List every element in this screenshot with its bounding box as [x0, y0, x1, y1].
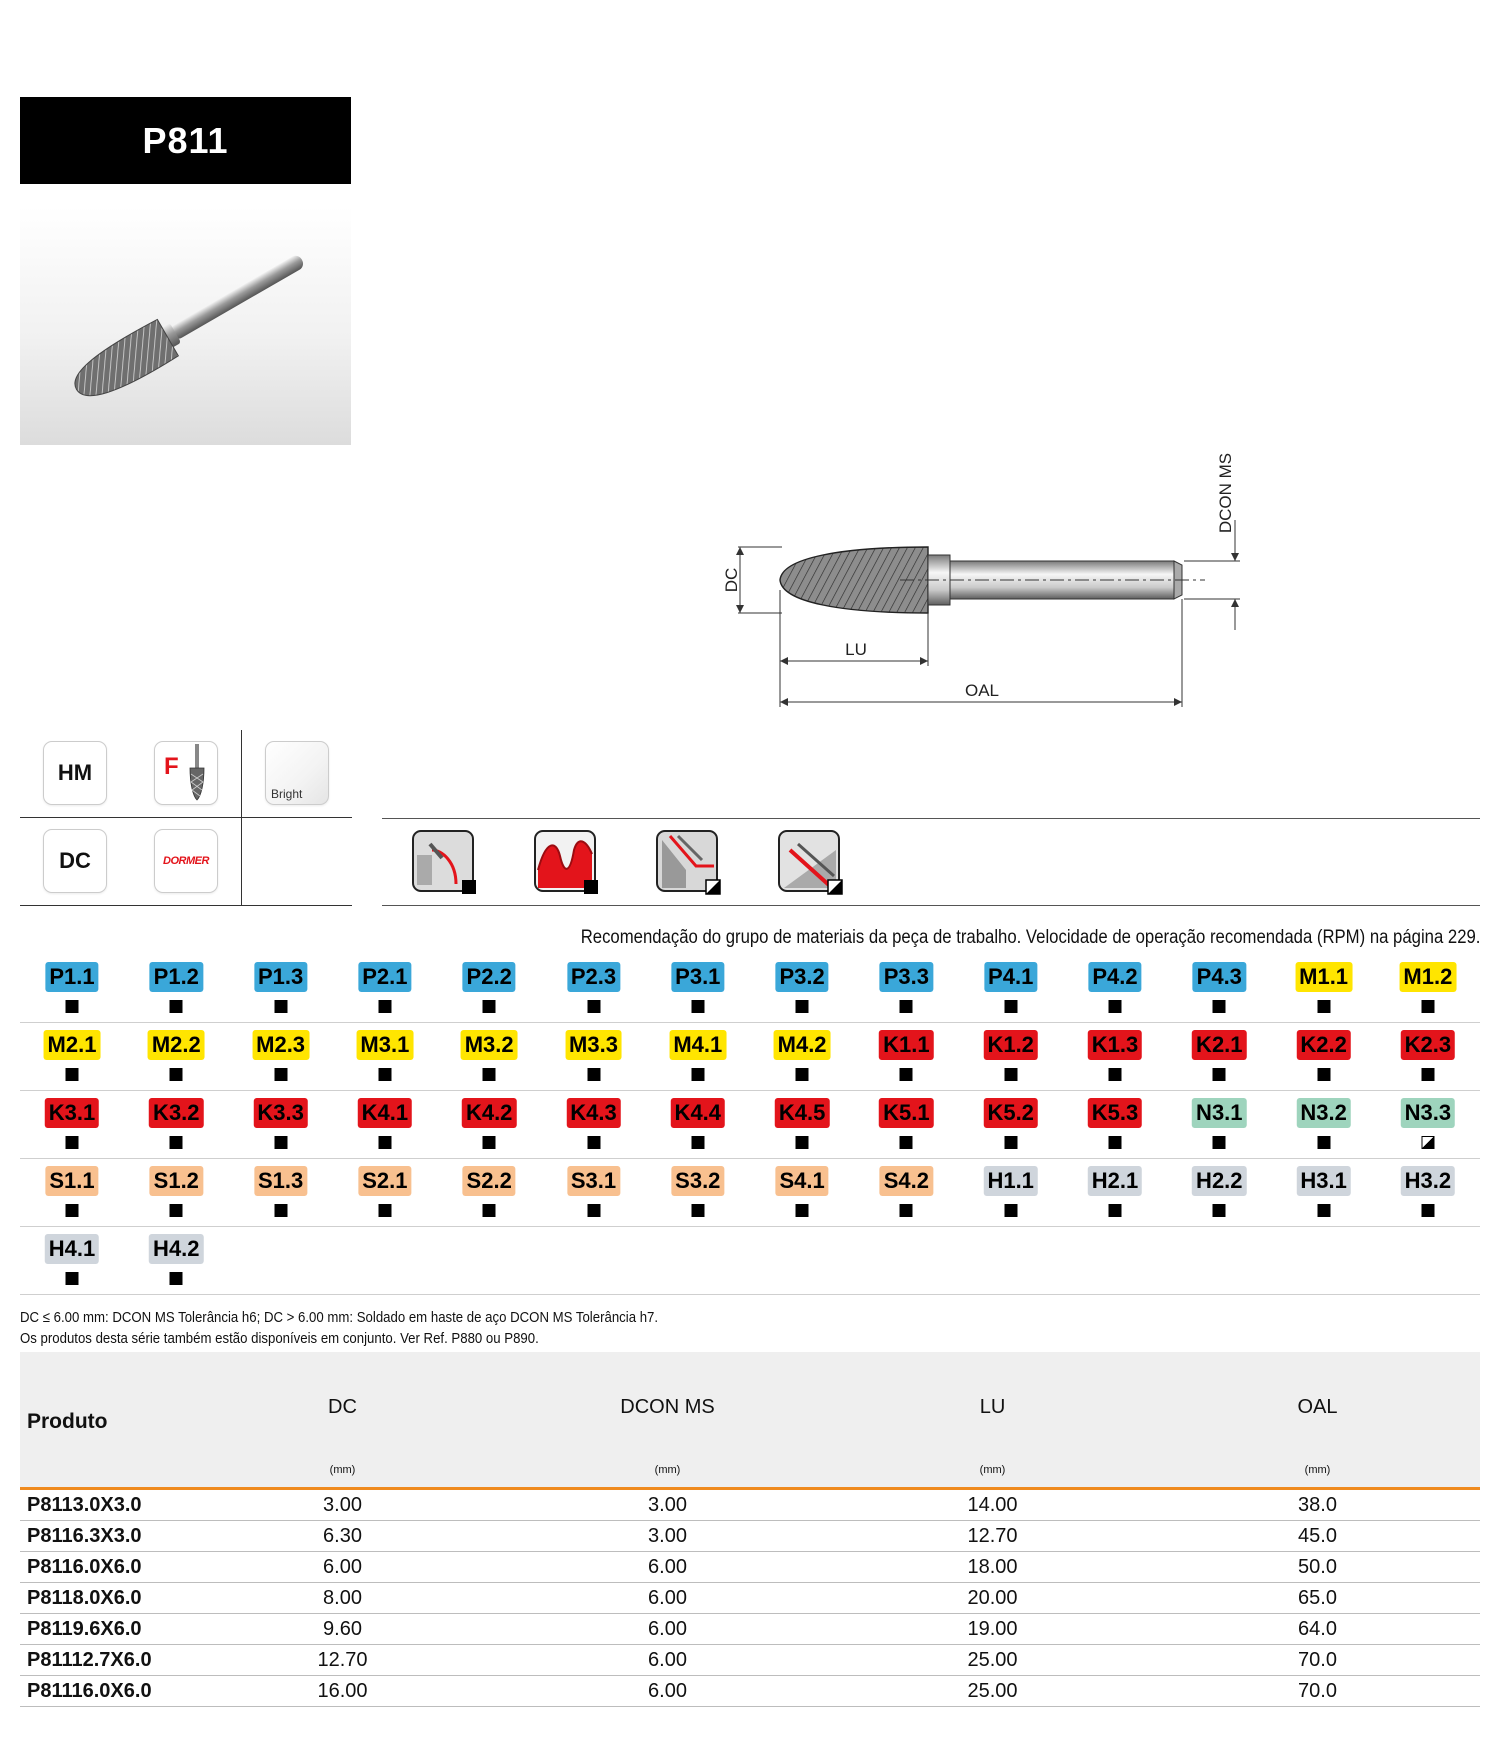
- material-code: P1.3: [254, 962, 307, 992]
- brand-logo: [154, 829, 218, 893]
- material-code: M3.1: [356, 1030, 413, 1060]
- material-code: M3.2: [461, 1030, 518, 1060]
- product-code: P8118.0X6.0: [20, 1583, 180, 1614]
- material-code: S4.2: [880, 1166, 933, 1196]
- material-code: N3.3: [1401, 1098, 1455, 1128]
- dc-value: 16.00: [180, 1676, 505, 1707]
- material-cell: [20, 1023, 124, 1090]
- properties-grid: [20, 730, 352, 906]
- material-cell: [1272, 955, 1376, 1022]
- primary-suitability-mark: [691, 1136, 704, 1149]
- primary-suitability-mark: [483, 1204, 496, 1217]
- material-code: K4.5: [775, 1098, 829, 1128]
- material-cell: [959, 1159, 1063, 1226]
- grid-divider: [20, 817, 352, 818]
- material-cell: [750, 1091, 854, 1158]
- primary-suitability-mark: [796, 1068, 809, 1081]
- primary-suitability-mark: [170, 1000, 183, 1013]
- material-code: M1.1: [1295, 962, 1352, 992]
- primary-suitability-mark: [587, 1204, 600, 1217]
- material-cell: [1376, 955, 1480, 1022]
- material-cell: [1167, 955, 1271, 1022]
- lu-value: 18.00: [830, 1552, 1155, 1583]
- material-code: H4.2: [149, 1234, 203, 1264]
- dc-label: DC: [722, 567, 741, 593]
- dc-value: 6.00: [180, 1552, 505, 1583]
- material-code: S1.1: [45, 1166, 98, 1196]
- material-cell: [229, 1091, 333, 1158]
- primary-suitability-mark: [900, 1000, 913, 1013]
- oal-value: 45.0: [1155, 1521, 1480, 1552]
- weld-dressing-icon: [778, 830, 840, 892]
- lu-label: LU: [845, 640, 867, 659]
- lu-value: 14.00: [830, 1489, 1155, 1521]
- material-cell: [646, 955, 750, 1022]
- material-code: P4.1: [984, 962, 1037, 992]
- material-cell: [854, 955, 958, 1022]
- material-cell: [542, 955, 646, 1022]
- primary-suitability-mark: [170, 1272, 183, 1285]
- material-cell: [20, 955, 124, 1022]
- oal-value: 50.0: [1155, 1552, 1480, 1583]
- material-code: M4.2: [774, 1030, 831, 1060]
- primary-suitability-mark: [900, 1068, 913, 1081]
- material-code: P2.2: [463, 962, 516, 992]
- dcon-value: 6.00: [505, 1583, 830, 1614]
- primary-suitability-mark: [796, 1000, 809, 1013]
- primary-suitability-mark: [66, 1272, 79, 1285]
- primary-suitability-mark: [378, 1068, 391, 1081]
- primary-suitability-mark: [587, 1136, 600, 1149]
- primary-suitability-mark: [1109, 1000, 1122, 1013]
- material-code: P1.1: [45, 962, 98, 992]
- material-cell: [333, 1023, 437, 1090]
- chamfering-icon: [656, 830, 718, 892]
- material-cell: [854, 1159, 958, 1226]
- column-header-dc: DC (mm): [180, 1352, 505, 1489]
- dc-value: 9.60: [180, 1614, 505, 1645]
- material-cell: [20, 1091, 124, 1158]
- material-code: M2.1: [44, 1030, 101, 1060]
- notes: [20, 1307, 658, 1349]
- material-cell: [750, 955, 854, 1022]
- table-row: [20, 1583, 1480, 1614]
- material-code: H3.1: [1296, 1166, 1350, 1196]
- lu-value: 25.00: [830, 1676, 1155, 1707]
- primary-suitability-mark: [66, 1136, 79, 1149]
- primary-suitability-mark: [1109, 1136, 1122, 1149]
- material-code: K3.3: [253, 1098, 307, 1128]
- material-cell: [1063, 1023, 1167, 1090]
- material-row: [20, 1227, 1480, 1295]
- material-code: S2.2: [463, 1166, 516, 1196]
- product-code: P8116.0X6.0: [20, 1552, 180, 1583]
- material-cell: [542, 1091, 646, 1158]
- oal-value: 70.0: [1155, 1676, 1480, 1707]
- material-code: S3.1: [567, 1166, 620, 1196]
- finish-label: Bright: [271, 787, 303, 801]
- material-code: P4.3: [1193, 962, 1246, 992]
- dc-value: 6.30: [180, 1521, 505, 1552]
- material-cell: [229, 955, 333, 1022]
- column-header-produto: Produto: [20, 1352, 180, 1489]
- primary-suitability-mark: [274, 1068, 287, 1081]
- application-icons: [382, 818, 1480, 906]
- primary-suitability-mark: [587, 1000, 600, 1013]
- oal-value: 70.0: [1155, 1645, 1480, 1676]
- technical-drawing: [700, 430, 1300, 720]
- primary-suitability-mark: [900, 1204, 913, 1217]
- material-code: P3.2: [775, 962, 828, 992]
- material-cell: [750, 1159, 854, 1226]
- material-code: K3.1: [45, 1098, 99, 1128]
- material-code: K2.1: [1192, 1030, 1246, 1060]
- material-cell: [124, 955, 228, 1022]
- material-code: H4.1: [45, 1234, 99, 1264]
- material-cell: [1272, 1023, 1376, 1090]
- burr-image: [20, 206, 351, 445]
- material-code: M2.2: [148, 1030, 205, 1060]
- tolerance-dc-badge: DC: [43, 829, 107, 893]
- primary-suitability-mark: [483, 1068, 496, 1081]
- material-cell: [1376, 1091, 1480, 1158]
- table-row: [20, 1645, 1480, 1676]
- column-header-lu: LU (mm): [830, 1352, 1155, 1489]
- finish-bright-badge: [265, 741, 329, 805]
- material-cell: [437, 1091, 541, 1158]
- material-cell: [1063, 1091, 1167, 1158]
- material-cell: [229, 1159, 333, 1226]
- primary-suitability-mark: [1421, 1204, 1434, 1217]
- product-code: P8116.3X3.0: [20, 1521, 180, 1552]
- brand-name: DORMER: [163, 855, 209, 867]
- primary-suitability-mark: [1004, 1068, 1017, 1081]
- material-code: S4.1: [775, 1166, 828, 1196]
- material-code: H2.2: [1192, 1166, 1246, 1196]
- shape-f-badge: [154, 741, 218, 805]
- material-cell: [124, 1023, 228, 1090]
- material-cell: [1272, 1091, 1376, 1158]
- material-cell: [333, 1091, 437, 1158]
- primary-suitability-mark: [1109, 1068, 1122, 1081]
- material-code: N3.2: [1296, 1098, 1350, 1128]
- primary-suitability-mark: [66, 1204, 79, 1217]
- product-code: P81116.0X6.0: [20, 1676, 180, 1707]
- primary-suitability-mark: [66, 1000, 79, 1013]
- dcon-value: 6.00: [505, 1676, 830, 1707]
- material-code: K4.4: [671, 1098, 725, 1128]
- material-code: P2.3: [567, 962, 620, 992]
- material-code: K4.1: [358, 1098, 412, 1128]
- column-header-oal: OAL (mm): [1155, 1352, 1480, 1489]
- primary-suitability-mark: [691, 1068, 704, 1081]
- dc-value: 3.00: [180, 1489, 505, 1521]
- primary-suitability-mark: [1004, 1000, 1017, 1013]
- material-cell: [20, 1227, 124, 1294]
- primary-suitability-mark: [1317, 1136, 1330, 1149]
- material-cell: [333, 1159, 437, 1226]
- primary-suitability-mark: [796, 1136, 809, 1149]
- dcon-label: DCON MS: [1216, 452, 1235, 534]
- material-cell: [959, 955, 1063, 1022]
- table-row: [20, 1489, 1480, 1521]
- material-code: K5.2: [983, 1098, 1037, 1128]
- primary-suitability-mark: [1004, 1136, 1017, 1149]
- material-code: S1.3: [254, 1166, 307, 1196]
- note-line: DC ≤ 6.00 mm: DCON MS Tolerância h6; DC > 6.00 mm: Soldado em haste de aço DCON MS Tolerância h7.: [20, 1309, 659, 1326]
- material-code: M2.3: [252, 1030, 309, 1060]
- material-cell: [124, 1227, 228, 1294]
- table-row: [20, 1676, 1480, 1707]
- primary-suitability-mark: [378, 1000, 391, 1013]
- product-code: P8113.0X3.0: [20, 1489, 180, 1521]
- dc-value: 12.70: [180, 1645, 505, 1676]
- primary-suitability-mark: [1213, 1068, 1226, 1081]
- lu-value: 20.00: [830, 1583, 1155, 1614]
- material-row: [20, 1159, 1480, 1227]
- material-cell: [437, 955, 541, 1022]
- primary-suitability-mark: [483, 1136, 496, 1149]
- primary-suitability-mark: [1317, 1000, 1330, 1013]
- grid-divider: [241, 730, 242, 906]
- material-cell: [437, 1159, 541, 1226]
- primary-suitability-mark: [796, 1204, 809, 1217]
- tree-shape-icon: [186, 744, 208, 802]
- material-code: P4.2: [1088, 962, 1141, 992]
- lu-value: 12.70: [830, 1521, 1155, 1552]
- material-code: S2.1: [358, 1166, 411, 1196]
- dcon-value: 6.00: [505, 1552, 830, 1583]
- material-code: P1.2: [150, 962, 203, 992]
- table-row: [20, 1552, 1480, 1583]
- material-cell: [1063, 1159, 1167, 1226]
- material-code: H3.2: [1401, 1166, 1455, 1196]
- primary-suitability-mark: [1317, 1068, 1330, 1081]
- lu-value: 25.00: [830, 1645, 1155, 1676]
- table-row: [20, 1521, 1480, 1552]
- grid-divider: [20, 905, 352, 906]
- material-code: P3.1: [671, 962, 724, 992]
- primary-suitability-mark: [1213, 1204, 1226, 1217]
- material-cell: [750, 1023, 854, 1090]
- product-code: P81112.7X6.0: [20, 1645, 180, 1676]
- material-code: P2.1: [358, 962, 411, 992]
- primary-suitability-mark: [483, 1000, 496, 1013]
- dc-value: 8.00: [180, 1583, 505, 1614]
- material-code: K5.1: [879, 1098, 933, 1128]
- product-photo: [20, 206, 351, 445]
- material-code: M1.2: [1399, 962, 1456, 992]
- material-cell: [646, 1091, 750, 1158]
- material-code: S1.2: [150, 1166, 203, 1196]
- primary-suitability-mark: [274, 1000, 287, 1013]
- material-cell: [1167, 1023, 1271, 1090]
- material-cell: [20, 1159, 124, 1226]
- material-code: P3.3: [880, 962, 933, 992]
- contouring-icon: [534, 830, 596, 892]
- material-code: N3.1: [1192, 1098, 1246, 1128]
- lu-value: 19.00: [830, 1614, 1155, 1645]
- material-row: [20, 1091, 1480, 1159]
- dcon-value: 6.00: [505, 1614, 830, 1645]
- material-code: H1.1: [983, 1166, 1037, 1196]
- material-code: K3.2: [149, 1098, 203, 1128]
- dcon-value: 6.00: [505, 1645, 830, 1676]
- material-code: K1.2: [983, 1030, 1037, 1060]
- recommendation-text: Recomendação do grupo de materiais da peça de trabalho. Velocidade de operação recomendada (RPM) na página 229.: [580, 927, 1480, 948]
- oal-value: 65.0: [1155, 1583, 1480, 1614]
- shape-letter: F: [164, 753, 179, 780]
- material-code: K2.3: [1401, 1030, 1455, 1060]
- deburring-icon: [412, 830, 474, 892]
- oal-label: OAL: [964, 681, 1000, 700]
- material-cell: [854, 1023, 958, 1090]
- material-code: K2.2: [1296, 1030, 1350, 1060]
- material-code: K5.3: [1088, 1098, 1142, 1128]
- material-cell: [124, 1091, 228, 1158]
- primary-suitability-mark: [274, 1204, 287, 1217]
- oal-value: 38.0: [1155, 1489, 1480, 1521]
- primary-suitability-mark: [66, 1068, 79, 1081]
- material-cell: [333, 955, 437, 1022]
- primary-suitability-mark: [1004, 1204, 1017, 1217]
- primary-suitability-mark: [1109, 1204, 1122, 1217]
- primary-suitability-mark: [274, 1136, 287, 1149]
- material-cell: [542, 1159, 646, 1226]
- material-cell: [1063, 955, 1167, 1022]
- product-title: P811: [20, 97, 351, 184]
- primary-suitability-mark: [378, 1136, 391, 1149]
- material-cell: [646, 1159, 750, 1226]
- material-code: K4.2: [462, 1098, 516, 1128]
- material-hm-badge: HM: [43, 741, 107, 805]
- material-code: K1.1: [879, 1030, 933, 1060]
- material-cell: [1167, 1091, 1271, 1158]
- primary-suitability-mark: [170, 1204, 183, 1217]
- primary-suitability-mark: [170, 1136, 183, 1149]
- primary-suitability-mark: [378, 1204, 391, 1217]
- material-cell: [959, 1023, 1063, 1090]
- primary-suitability-mark: [1213, 1000, 1226, 1013]
- column-header-dcon: DCON MS (mm): [505, 1352, 830, 1489]
- material-cell: [1376, 1159, 1480, 1226]
- material-cell: [1167, 1159, 1271, 1226]
- dcon-value: 3.00: [505, 1489, 830, 1521]
- primary-suitability-mark: [1421, 1068, 1434, 1081]
- primary-suitability-mark: [1421, 1000, 1434, 1013]
- material-code: K1.3: [1088, 1030, 1142, 1060]
- material-code: S3.2: [671, 1166, 724, 1196]
- primary-suitability-mark: [900, 1136, 913, 1149]
- material-cell: [1376, 1023, 1480, 1090]
- material-cell: [124, 1159, 228, 1226]
- oal-value: 64.0: [1155, 1614, 1480, 1645]
- material-cell: [959, 1091, 1063, 1158]
- note-line: Os produtos desta série também estão disponíveis em conjunto. Ver Ref. P880 ou P890.: [20, 1330, 539, 1347]
- primary-suitability-mark: [691, 1000, 704, 1013]
- product-table: [20, 1352, 1480, 1707]
- material-code: K4.3: [566, 1098, 620, 1128]
- material-row: [20, 1023, 1480, 1091]
- material-code: M4.1: [669, 1030, 726, 1060]
- material-row: [20, 955, 1480, 1023]
- primary-suitability-mark: [1317, 1204, 1330, 1217]
- material-cell: [854, 1091, 958, 1158]
- material-cell: [1272, 1159, 1376, 1226]
- primary-suitability-mark: [170, 1068, 183, 1081]
- material-code: M3.3: [565, 1030, 622, 1060]
- material-groups-grid: [20, 955, 1480, 1295]
- material-cell: [229, 1023, 333, 1090]
- primary-suitability-mark: [691, 1204, 704, 1217]
- material-cell: [646, 1023, 750, 1090]
- dcon-value: 3.00: [505, 1521, 830, 1552]
- primary-suitability-mark: [1213, 1136, 1226, 1149]
- table-row: [20, 1614, 1480, 1645]
- material-code: H2.1: [1088, 1166, 1142, 1196]
- secondary-suitability-mark: [1421, 1136, 1434, 1149]
- material-cell: [542, 1023, 646, 1090]
- product-code: P8119.6X6.0: [20, 1614, 180, 1645]
- primary-suitability-mark: [587, 1068, 600, 1081]
- material-cell: [437, 1023, 541, 1090]
